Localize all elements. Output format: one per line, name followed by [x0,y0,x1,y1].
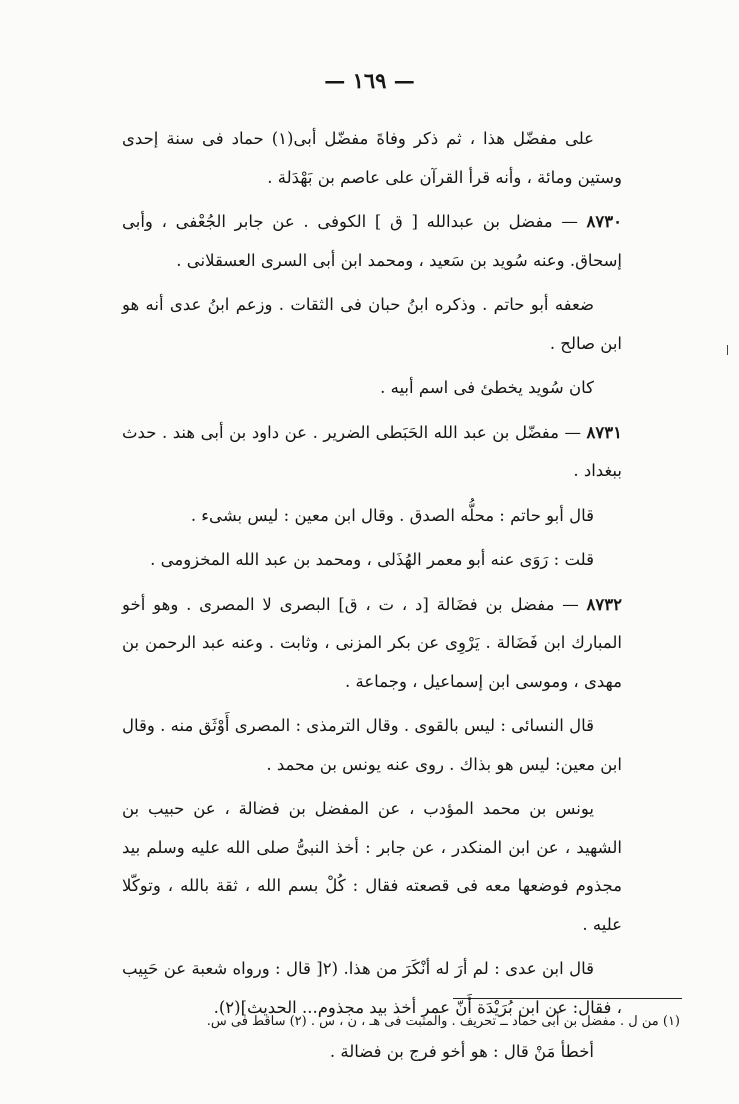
margin-mark [727,345,728,355]
entry-paragraph [122,586,622,702]
text-paragraph [122,1033,622,1072]
text-paragraph [122,286,622,363]
entry-paragraph [122,203,622,280]
entry-paragraph [122,414,622,491]
entry-number: ٨٧٣٢ [586,594,622,614]
paragraph-text: قال النسائى : ليس بالقوى . وقال الترمذى : المصرى أَوْثَق منه . وقال ابن معين: ليس هو بذاك . روى عنه يونس بن محمد . [122,716,622,774]
text-paragraph [122,707,622,784]
paragraph-text: — مفضل بن عبدالله [ ق ] الكوفى . عن جابر الجُعْفى ، وأبى إسحاق. وعنه سُويد بن سَعيد ، ومحمد ابن أبى السرى العسقلانى . [122,212,622,270]
paragraph-text: قلت : رَوَى عنه أبو معمر الهُذَلى ، ومحمد بن عبد الله المخزومى . [150,550,594,569]
text-paragraph [122,369,622,408]
footnote-divider [453,998,682,999]
main-text [122,120,622,1078]
paragraph-text: أخطأ مَنْ قال : هو أخو فرج بن فضالة . [329,1042,594,1061]
page-number: — ١٦٩ — [324,68,415,93]
footnotes: (١) من ل . مفضل بن أبى حماد ــ تحريف . والمثبت فى هـ ، ن ، س . (٢) ساقط فى س. [206,1014,680,1029]
paragraph-text: — مفضّل بن عبد الله الحَبَطى الضرير . عن داود بن أبى هند . حدث ببغداد . [122,422,622,480]
text-paragraph [122,497,622,536]
text-paragraph [122,790,622,944]
entry-number: ٨٧٣٠ [586,212,622,231]
text-paragraph [122,541,622,580]
paragraph-text: قال ابن عدى : لم أرَ له أنْكَرَ من هذا. (٢[ قال : ورواه شعبة عن حَبِيب ، فقال: عن ابن بُرَيْدَة أَنّ عمر أخذ بيد مجذوم... الحديث](٢). [122,959,622,1017]
paragraph-text: على مفضّل هذا ، ثم ذكر وفاةَ مفضّل أبى(١) حماد فى سنة إحدى وستين ومائة ، وأنه قرأ القرآن على عاصم بن بَهْدَلة . [122,129,622,187]
paragraph-text: كان سُويد يخطئ فى اسم أبيه . [380,378,594,397]
entry-number: ٨٧٣١ [586,422,622,442]
paragraph-text: — مفضل بن فضَالة [د ، ت ، ق] البصرى لا المصرى . وهو أخو المبارك ابن فَضَالة . يَرْوِى عن بكر المزنى ، وثابت . وعنه عبد الرحمن بن مهدى ، وموسى ابن إسماعيل ، وجماعة . [122,594,622,691]
text-paragraph [122,120,622,197]
paragraph-text: قال أبو حاتم : محلُّه الصدق . وقال ابن معين : ليس بشىء . [190,505,594,525]
paragraph-text: ضعفه أبو حاتم . وذكره ابنُ حبان فى الثقات . وزعم ابنُ عدى أنه هو ابن صالح . [122,295,622,353]
paragraph-text: يونس بن محمد المؤدب ، عن المفضل بن فضالة ، عن حبيب بن الشهيد ، عن ابن المنكدر ، عن جابر : أخذ النبىُّ صلى الله عليه وسلم بيد مجذوم فوضعها معه فى قصعته فقال : كُلْ بسم الله ، ثقة بالله ، وتوكّلا عليه . [122,799,622,934]
